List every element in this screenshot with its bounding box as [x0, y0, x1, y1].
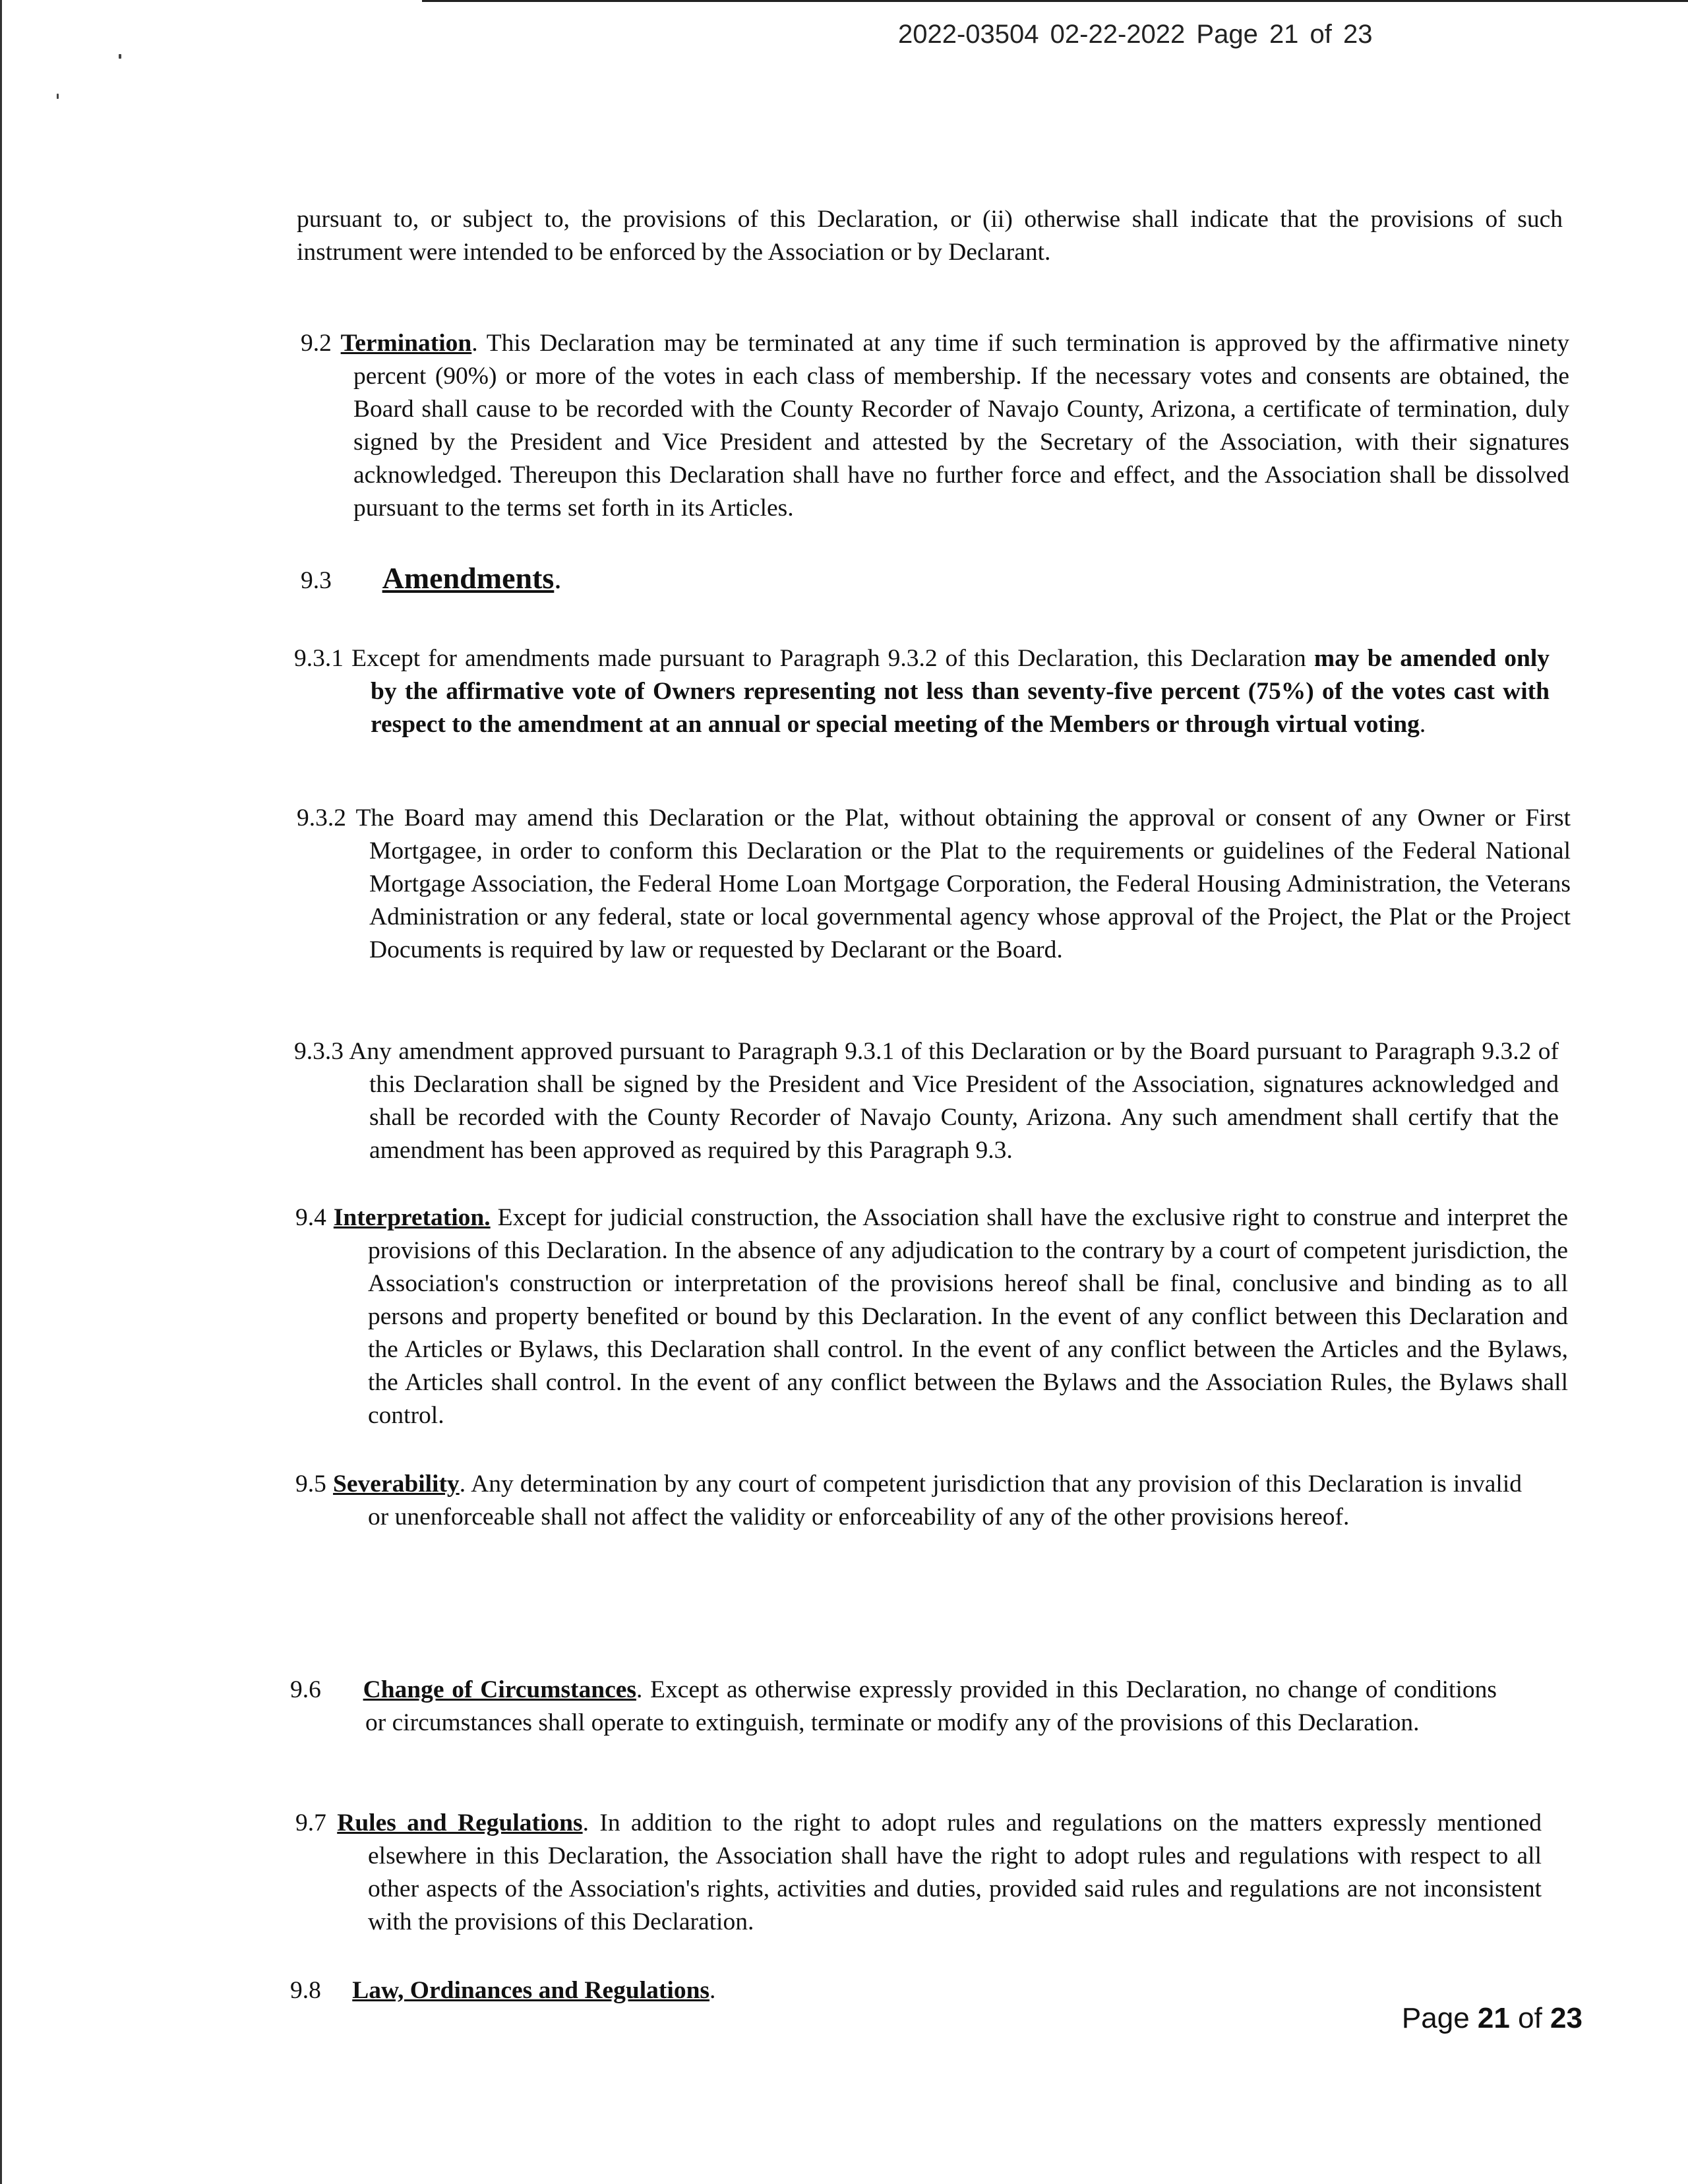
section-body: Any determination by any court of competent jurisdiction that any provision of this Declaration is invalid or unenforceable shall not affect the validity or enforceability of any of the other provisions hereof. — [368, 1471, 1522, 1531]
section-9-2 — [301, 327, 1569, 525]
stamp-page-label: Page 21 of 23 — [1196, 20, 1373, 49]
section-number: 9.7 — [295, 1809, 326, 1836]
page-top-edge — [422, 0, 1688, 2]
footer-of-word: of — [1518, 2002, 1542, 2034]
section-number: 9.6 — [290, 1676, 321, 1703]
heading-suffix: . — [459, 1471, 466, 1498]
section-9-4 — [295, 1201, 1568, 1432]
section-number: 9.3.3 — [294, 1038, 344, 1065]
scan-speck — [119, 54, 121, 59]
recording-stamp — [898, 20, 1373, 49]
section-heading: Severability — [333, 1471, 460, 1498]
page-left-edge — [0, 0, 2, 2184]
section-number: 9.8 — [290, 1977, 321, 2004]
heading-suffix: . — [554, 561, 562, 595]
section-heading: Rules and Regulations — [337, 1809, 583, 1836]
intro-text: pursuant to, or subject to, the provisions of this Declaration, or (ii) otherwise shall indicate that the provisions of such instrument were intended to be enforced by the Association or by Declarant. — [297, 206, 1563, 266]
section-body-plain: Except for amendments made pursuant to Paragraph 9.3.2 of this Declaration, this Declaration — [344, 645, 1314, 672]
heading-suffix: . — [582, 1809, 589, 1836]
section-body: Any amendment approved pursuant to Paragraph 9.3.1 of this Declaration or by the Board pursuant to Paragraph 9.3.2 of this Declaration shall be signed by the President and Vice President of the Association, signatures acknowledged and shall be recorded with the County Recorder of Navajo County, Arizona. Any such amendment shall certify that the amendment has been approved as required by this Paragraph 9.3. — [344, 1038, 1559, 1164]
recording-date: 02-22-2022 — [1050, 20, 1186, 49]
footer-page-total: 23 — [1550, 2002, 1582, 2034]
heading-suffix: . — [709, 1977, 716, 2004]
doc-number: 2022-03504 — [898, 20, 1039, 49]
section-body: Except as otherwise expressly provided in this Declaration, no change of conditions or circumstances shall operate to extinguish, terminate or modify any of the provisions of this Declaration. — [365, 1676, 1497, 1736]
section-number: 9.4 — [295, 1204, 326, 1231]
section-9-3 — [301, 562, 960, 597]
footer-page-word: Page — [1401, 2002, 1470, 2034]
section-9-7 — [295, 1807, 1542, 1939]
section-heading: Change of Circumstances — [363, 1676, 637, 1703]
section-body: Except for judicial construction, the Association shall have the exclusive right to construe and interpret the provisions of this Declaration. In the absence of any adjudication to the contrary by a court of competent jurisdiction, the Association's construction or interpretation of the provisions hereof shall be final, conclusive and binding as to all persons and property benefited or bound by this Declaration. In the event of any conflict between this Declaration and the Articles or Bylaws, this Declaration shall control. In the event of any conflict between the Articles and the Bylaws, the Articles shall control. In the event of any conflict between the Bylaws and the Association Rules, the Bylaws shall control. — [368, 1204, 1568, 1429]
section-number: 9.3.2 — [297, 804, 346, 832]
section-number: 9.3 — [301, 567, 332, 594]
section-body-bold: may be amended only by the affirmative vote of Owners representing not less than seventy-five percent (75%) of the votes cast with respect to the amendment at an annual or special meeting of the Members or through virtual voting — [371, 645, 1550, 738]
section-heading: Termination — [340, 330, 472, 357]
section-9-6 — [290, 1674, 1497, 1740]
section-number: 9.3.1 — [294, 645, 344, 672]
section-body: In addition to the right to adopt rules and regulations on the matters expressly mentioned elsewhere in this Declaration, the Association shall have the right to adopt rules and regulations with respect to all other aspects of the Association's rights, activities and duties, provided said rules and regulations are not inconsistent with the provisions of this Declaration. — [368, 1809, 1542, 1935]
heading-suffix: . — [636, 1676, 643, 1703]
section-9-5 — [295, 1468, 1522, 1534]
section-heading: Amendments — [382, 561, 555, 595]
section-body-end: . — [1419, 711, 1426, 738]
section-9-3-3 — [294, 1035, 1559, 1167]
section-body: The Board may amend this Declaration or the Plat, without obtaining the approval or consent of any Owner or First Mortgagee, in order to conform this Declaration or the Plat to the requirements or guidelines of the Federal National Mortgage Association, the Federal Home Loan Mortgage Corporation, the Federal Housing Administration, the Veterans Administration or any federal, state or local governmental agency whose approval of the Project, the Plat or the Project Documents is required by law or requested by Declarant or the Board. — [346, 804, 1571, 963]
footer-page-current: 21 — [1477, 2002, 1510, 2034]
section-9-3-1 — [294, 642, 1550, 741]
intro-paragraph — [297, 203, 1563, 269]
page-footer — [1402, 2002, 1582, 2035]
section-number: 9.5 — [295, 1471, 326, 1498]
heading-suffix: . — [471, 330, 478, 357]
scan-speck — [57, 94, 59, 99]
section-heading: Law, Ordinances and Regulations — [352, 1977, 710, 2004]
section-9-3-2 — [297, 802, 1571, 967]
section-9-8 — [290, 1974, 1081, 2007]
section-heading: Interpretation. — [333, 1204, 491, 1231]
section-body: This Declaration may be terminated at any time if such termination is approved by the affirmative ninety percent (90%) or more of the votes in each class of membership. If the necessary votes and consents are obtained, the Board shall cause to be recorded with the County Recorder of Navajo County, Arizona, a certificate of termination, duly signed by the President and Vice President and attested by the Secretary of the Association, with their signatures acknowledged. Thereupon this Declaration shall have no further force and effect, and the Association shall be dissolved pursuant to the terms set forth in its Articles. — [353, 330, 1569, 522]
section-number: 9.2 — [301, 330, 332, 357]
